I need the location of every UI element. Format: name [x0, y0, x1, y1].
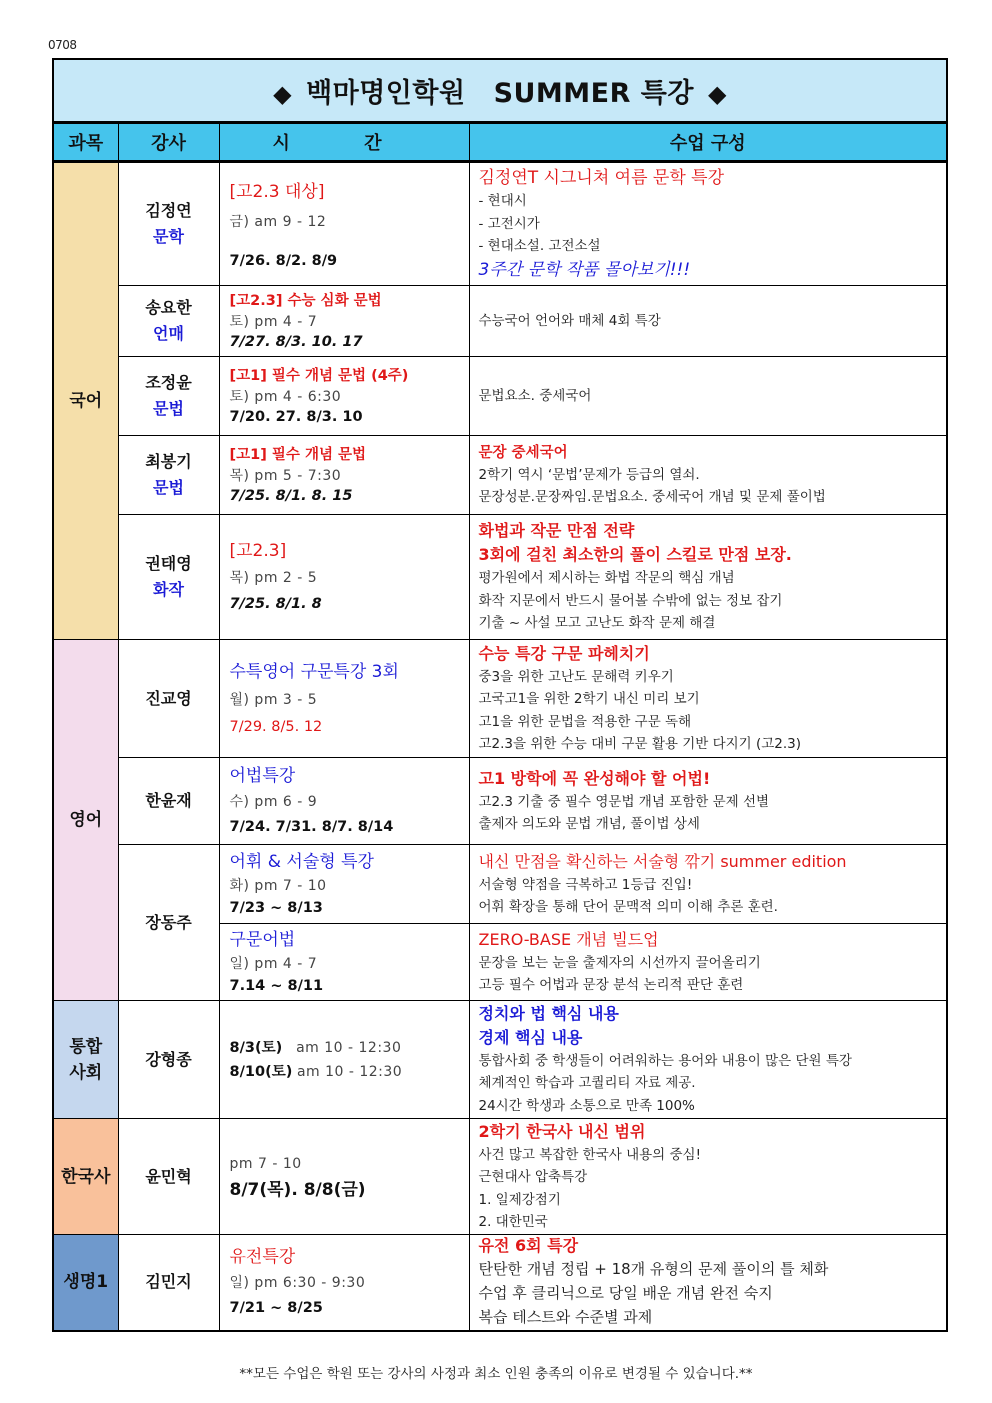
content-cell: [469, 1001, 947, 1119]
table-row: [53, 162, 947, 286]
time-dates: 7/26. 8/2. 8/9: [229, 253, 338, 269]
teacher-name: 권태영: [145, 554, 192, 573]
time-heading: 구문어법: [229, 930, 296, 950]
table-row: [53, 1001, 947, 1119]
content-cell: [469, 1119, 947, 1235]
content-heading: 내신 만점을 확신하는 서술형 깎기 summer edition: [478, 851, 847, 871]
time-line: [230, 1036, 469, 1060]
time-dates: 7/20. 27. 8/3. 10: [229, 408, 363, 425]
content-cell: [469, 436, 947, 515]
content-line: - 고전시가: [478, 215, 540, 232]
content-line: 고국고1을 위한 2학기 내신 미리 보기: [478, 691, 700, 707]
academy-name: 백마명인학원: [306, 78, 466, 109]
time-slot: 수) pm 6 - 9: [229, 794, 318, 810]
teacher-cell: [118, 640, 219, 758]
time-heading: 어휘 & 서술형 특강: [229, 852, 374, 872]
teacher-cell: [118, 1001, 219, 1119]
content-cell: [469, 1235, 947, 1331]
content-heading: 김정연T 시그니쳐 여름 문학 특강: [478, 168, 724, 189]
teacher-name: 강형종: [145, 1049, 192, 1069]
content-line: 고2.3을 위한 수능 대비 구문 활용 기반 다지기 (고2.3): [478, 736, 802, 752]
content-heading: 수능 특강 구문 파헤치기: [478, 643, 650, 663]
content-line: 2학기 역시 ‘문법’문제가 등급의 열쇠.: [478, 466, 700, 483]
time-line: [230, 1060, 469, 1084]
subject-integrated-social: 통합 사회: [53, 1001, 118, 1119]
time-dates: 7/25. 8/1. 8. 15: [229, 487, 353, 504]
content-cell: [469, 162, 947, 286]
time-cell: [219, 924, 469, 1001]
table-row: [53, 1119, 947, 1235]
time-slot: am 10 - 12:30: [296, 1063, 403, 1080]
content-heading: ZERO-BASE 개념 빌드업: [478, 929, 659, 949]
column-header-subject: 과목: [53, 123, 118, 162]
table-row: [53, 758, 947, 845]
time-slot: 토) pm 4 - 7: [229, 313, 318, 330]
content-cell: [469, 357, 947, 436]
table-row: [53, 436, 947, 515]
content-line: 사건 많고 복잡한 한국사 내용의 중심!: [478, 1146, 701, 1163]
content-heading: 정치와 법 핵심 내용: [478, 1003, 619, 1023]
content-heading: 3회에 걸친 최소한의 풀이 스킬로 만점 보장.: [478, 545, 792, 565]
footer-notice: **모든 수업은 학원 또는 강사의 사정과 최소 인원 충족의 이유로 변경될 수 있습니다.**: [239, 1366, 753, 1382]
teacher-cell: [118, 286, 219, 357]
time-dates: 7/27. 8/3. 10. 17: [229, 333, 363, 350]
subject-korean-history: 한국사: [53, 1119, 118, 1235]
content-line: 수업 후 클리닉으로 당일 배운 개념 완전 숙지: [478, 1284, 773, 1303]
teacher-cell: [118, 845, 219, 1001]
teacher-cell: [118, 436, 219, 515]
time-slot: 일) pm 6:30 - 9:30: [229, 1275, 366, 1292]
table-row: [53, 640, 947, 758]
teacher-name: 조정윤: [145, 373, 192, 392]
content-line: 체계적인 학습과 고퀄리티 자료 제공.: [478, 1075, 696, 1092]
time-slot: 금) am 9 - 12: [229, 214, 327, 230]
content-heading: 경제 핵심 내용: [478, 1027, 583, 1047]
subject-english: 영어: [53, 640, 118, 1001]
time-slot: 월) pm 3 - 5: [229, 691, 318, 708]
teacher-name: 장동주: [145, 912, 192, 932]
content-line: 근현대사 압축특강: [478, 1169, 588, 1185]
content-heading: 문장 중세국어: [478, 444, 568, 461]
teacher-subject: 문법: [153, 399, 184, 418]
table-row: [53, 1235, 947, 1331]
teacher-name: 윤민혁: [145, 1166, 192, 1186]
time-cell: [219, 758, 469, 845]
time-dates: 7/29. 8/5. 12: [229, 718, 323, 735]
time-date: 8/10(토): [229, 1063, 293, 1080]
content-line: 통합사회 중 학생들이 어려워하는 용어와 내용이 많은 단원 특강: [478, 1052, 852, 1069]
time-cell: [219, 162, 469, 286]
content-line: - 현대시: [478, 193, 527, 210]
diamond-icon: ◆: [707, 80, 727, 108]
content-cell: [469, 286, 947, 357]
content-line: 고2.3 기출 중 필수 영문법 개념 포함한 문제 선별: [478, 793, 770, 810]
time-dates: 7/21 ~ 8/25: [229, 1300, 323, 1317]
time-heading: 수특영어 구문특강 3회: [229, 661, 399, 682]
content-line: 고1을 위한 문법을 적용한 구문 독해: [478, 713, 692, 730]
time-cell: [219, 845, 469, 924]
content-heading: 화법과 작문 만점 전략: [478, 521, 635, 541]
event-name: SUMMER 특강: [493, 78, 694, 109]
content-line: 평가원에서 제시하는 화법 작문의 핵심 개념: [478, 570, 735, 587]
time-slot: am 10 - 12:30: [296, 1039, 402, 1056]
time-cell: [219, 640, 469, 758]
subject-korean: 국어: [53, 162, 118, 640]
content-heading: 2학기 한국사 내신 범위: [478, 1121, 646, 1141]
time-heading: [고2.3 대상]: [229, 182, 325, 202]
content-line: 수능국어 언어와 매체 4회 특강: [478, 312, 661, 329]
time-slot: pm 7 - 10: [229, 1155, 302, 1172]
content-line: 문장성분.문장짜임.문법요소. 중세국어 개념 및 문제 풀이법: [478, 489, 826, 505]
teacher-subject: 언매: [153, 324, 184, 343]
time-date: 8/3(토): [229, 1039, 283, 1056]
time-cell: [219, 1235, 469, 1331]
column-header-row: [53, 123, 947, 162]
column-header-content: 수업 구성: [469, 123, 947, 162]
content-line: 기출 ~ 사설 모고 고난도 화작 문제 해결: [478, 615, 716, 632]
time-heading: [고1] 필수 개념 문법 (4주): [229, 367, 409, 384]
time-slot: 화) pm 7 - 10: [229, 878, 327, 894]
teacher-subject: 문법: [153, 478, 184, 497]
time-slot: 일) pm 4 - 7: [229, 956, 318, 972]
time-cell: [219, 286, 469, 357]
time-dates: 7/24. 7/31. 8/7. 8/14: [229, 819, 394, 835]
time-heading: [고2.3] 수능 심화 문법: [229, 292, 382, 309]
teacher-cell: [118, 162, 219, 286]
content-line: 서술형 약점을 극복하고 1등급 진입!: [478, 876, 693, 893]
content-line: 1. 일제강점기: [478, 1191, 561, 1208]
diamond-icon: ◆: [273, 80, 293, 108]
teacher-cell: [118, 1235, 219, 1331]
content-cell: [469, 640, 947, 758]
content-line: 24시간 학생과 소통으로 만족 100%: [478, 1097, 695, 1114]
page-title: [53, 59, 947, 123]
teacher-cell: [118, 357, 219, 436]
subject-biology: 생명1: [53, 1235, 118, 1331]
content-cell: [469, 515, 947, 640]
teacher-subject: 문학: [153, 227, 184, 246]
time-slot: 목) pm 2 - 5: [229, 570, 318, 586]
content-line: - 현대소설. 고전소설: [478, 238, 601, 255]
teacher-name: 김민지: [145, 1272, 192, 1292]
content-line: 어휘 확장을 통해 단어 문맥적 의미 이해 추론 훈련.: [478, 899, 778, 915]
content-cell: [469, 924, 947, 1001]
teacher-cell: [118, 1119, 219, 1235]
teacher-subject: 화작: [153, 580, 184, 599]
teacher-cell: [118, 758, 219, 845]
content-cell: [469, 845, 947, 924]
content-heading: 고1 방학에 꼭 완성해야 할 어법!: [478, 768, 711, 788]
document-code: 0708: [48, 38, 77, 52]
time-dates: 7.14 ~ 8/11: [229, 978, 324, 994]
time-dates: 8/7(목). 8/8(금): [229, 1179, 366, 1200]
table-row: [53, 286, 947, 357]
teacher-cell: [118, 515, 219, 640]
teacher-name: 진교영: [145, 688, 192, 708]
time-cell: [219, 1119, 469, 1235]
time-heading: 유전특강: [229, 1247, 296, 1268]
content-line: 문법요소. 중세국어: [478, 387, 592, 404]
schedule-table: [52, 58, 948, 1332]
teacher-name: 김정연: [145, 201, 192, 220]
time-slot: 토) pm 4 - 6:30: [229, 388, 342, 405]
column-header-teacher: 강사: [118, 123, 219, 162]
time-dates: 7/25. 8/1. 8: [229, 596, 322, 612]
time-heading: [고1] 필수 개념 문법: [229, 446, 367, 463]
table-row: [53, 845, 947, 924]
content-line: 2. 대한민국: [478, 1214, 548, 1230]
table-row: [53, 357, 947, 436]
time-cell: [219, 436, 469, 515]
table-row: [53, 515, 947, 640]
time-cell: [219, 357, 469, 436]
time-cell: [219, 515, 469, 640]
time-slot: 목) pm 5 - 7:30: [229, 467, 342, 484]
teacher-name: 한윤재: [145, 791, 192, 810]
content-line: 중3을 위한 고난도 문해력 키우기: [478, 668, 674, 685]
content-cell: [469, 758, 947, 845]
time-heading: [고2.3]: [229, 541, 287, 561]
content-line: 탄탄한 개념 정립 + 18개 유형의 문제 풀이의 틀 체화: [478, 1260, 829, 1279]
column-header-time: 시 간: [219, 123, 469, 162]
content-highlight: 3주간 문학 작품 몰아보기!!!: [478, 259, 691, 280]
time-heading: 어법특강: [229, 766, 296, 786]
time-dates: 7/23 ~ 8/13: [229, 900, 323, 916]
teacher-name: 송요한: [145, 298, 192, 317]
content-line: 화작 지문에서 반드시 물어볼 수밖에 없는 정보 잡기: [478, 592, 783, 609]
content-line: 문장을 보는 눈을 출제자의 시선까지 끌어올리기: [478, 954, 761, 971]
content-heading: 유전 6회 특강: [478, 1236, 579, 1256]
content-line: 고등 필수 어법과 문장 분석 논리적 판단 훈련: [478, 977, 744, 993]
time-cell: [219, 1001, 469, 1119]
teacher-name: 최봉기: [145, 452, 192, 471]
content-line: 출제자 의도와 문법 개념, 풀이법 상세: [478, 816, 700, 832]
content-line: 복습 테스트와 수준별 과제: [478, 1308, 653, 1327]
